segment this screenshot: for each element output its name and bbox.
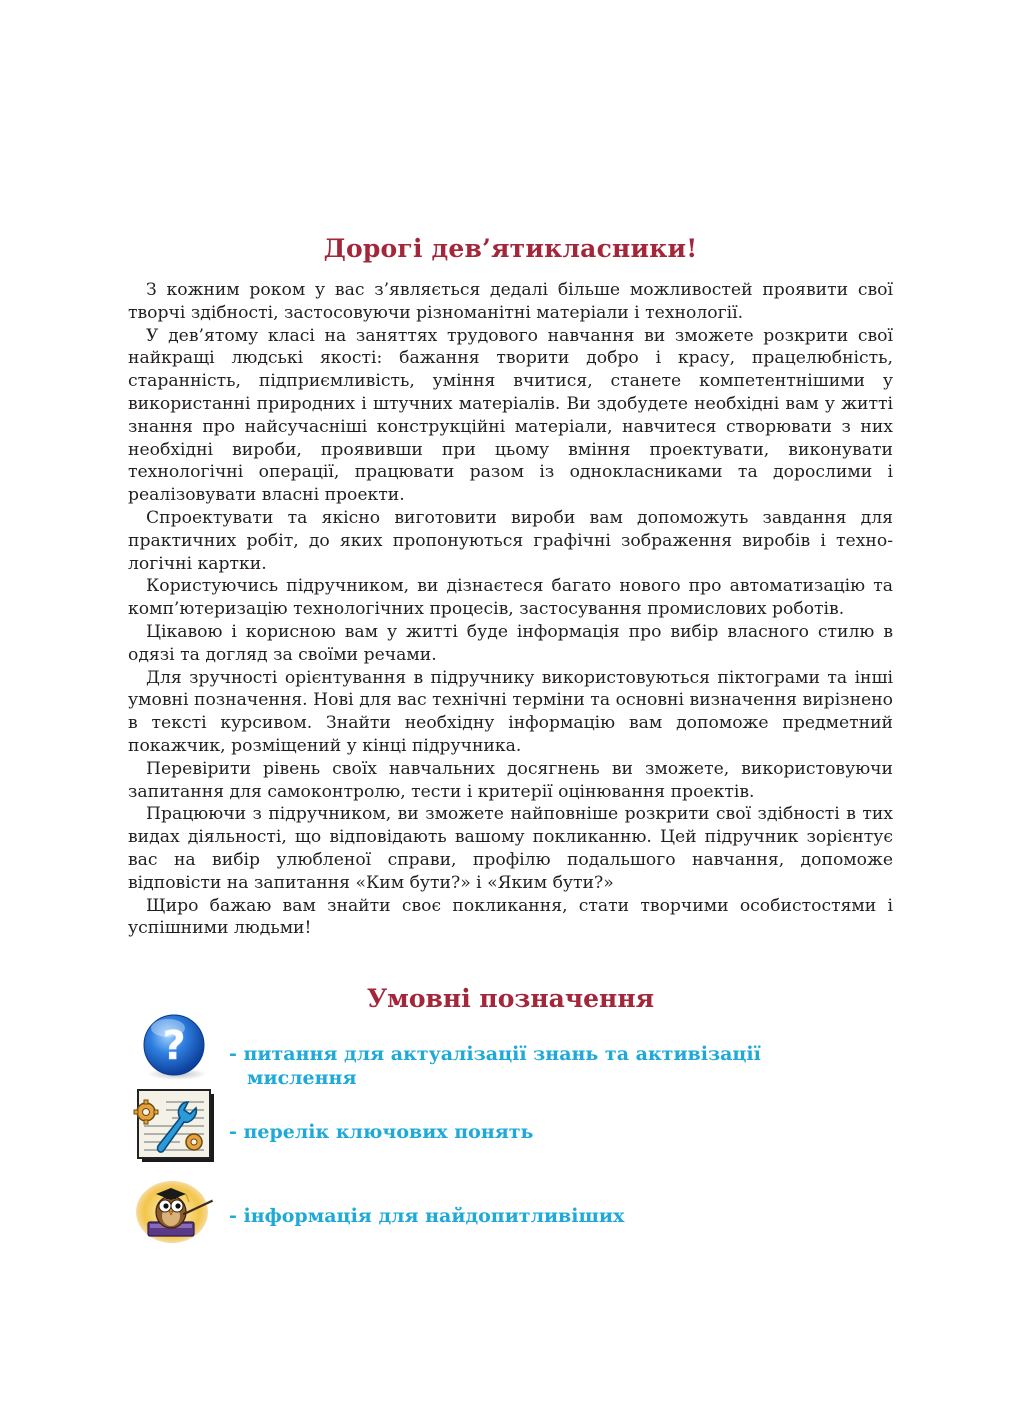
intro-paragraph: У дев’ятому класі на заняттях трудового навчання ви зможете розкрити свої найкращі людські якості: бажання творити добро і красу, працелюбність, старанність, підприємливість, уміння вчитися, станете компетентнішими у використанні природних і штучних матеріалів. Ви здобудете необхідні вам у житті знання про найсучасніші конструкційні матеріали, навчитеся створювати з них необхідні вироби, проявивши при цьому вміння проектувати, виконувати технологічні операції, працювати разом із однокласниками та дорослими і реалізовувати власні проекти. (128, 325, 893, 506)
intro-paragraph: Спроектувати та якісно виготовити вироби вам допоможуть завдання для практичних робіт, до яких пропонуються графічні зображення виробів і технологічні картки. (128, 507, 893, 574)
intro-paragraph: Для зручності орієнтування в підручнику використовуються піктограми та інші умовні позначення. Нові для вас технічні терміни та основні визначення вирізнено в тексті курсивом. Знайти необхідну інформацію вам допоможе предметний покажчик, розміщений у кінці підручника. (128, 667, 893, 756)
legend-title: Умовні позначення (366, 984, 655, 1013)
intro-paragraph: З кожним роком у вас з’являється дедалі більше можливостей проявити свої творчі здібності, застосовуючи різноманітні матеріали і технології. (128, 280, 893, 323)
legend-text-curious (229, 1204, 624, 1228)
question-mark-icon (138, 1012, 212, 1082)
legend-line: мислення (247, 1067, 357, 1089)
legend-line: - інформація для найдопитливіших (229, 1205, 625, 1227)
owl-scholar-icon (134, 1178, 220, 1244)
intro-text (128, 279, 893, 940)
legend-line: - перелік ключових понять (229, 1121, 534, 1143)
legend-item-questions (0, 1010, 1020, 1089)
wrench-gears-icon (132, 1088, 216, 1164)
svg-text:?: ? (162, 1023, 186, 1069)
legend-text-key-concepts (229, 1120, 533, 1144)
intro-paragraph: Щиро бажаю вам знайти своє покликання, стати творчими особистостями і успішними людьми! (128, 895, 893, 939)
legend-line: - питання для актуалізації знань та активізації (229, 1043, 761, 1065)
intro-paragraph: Цікавою і корисною вам у житті буде інформація про вибір власного стилю в одязі та догляд за своїми речами. (128, 621, 893, 665)
intro-title: Дорогі дев’ятикласники! (323, 234, 698, 263)
intro-paragraph: Працюючи з підручником, ви зможете найповніше розкрити свої здібності в тих видах діяльності, що відповідають вашому покликанню. Цей підручник зорієнтує вас на вибір улюбленої справи, профілю подальшого навчання, допоможе відповісти на запитання «Ким бути?» і «Яким бути?» (128, 804, 893, 893)
legend-item-key-concepts (0, 1088, 1020, 1166)
legend-item-curious (0, 1176, 1020, 1246)
legend-text-questions (229, 1042, 761, 1090)
intro-paragraph: Користуючись підручником, ви дізнаєтеся багато нового про автоматизацію та комп’ютеризацію технологічних процесів, застосування промислових роботів. (128, 576, 893, 620)
intro-paragraph: Перевірити рівень своїх навчальних досягнень ви зможете, використовуючи запитання для самоконтролю, тести і критерії оцінювання проектів. (128, 758, 893, 802)
